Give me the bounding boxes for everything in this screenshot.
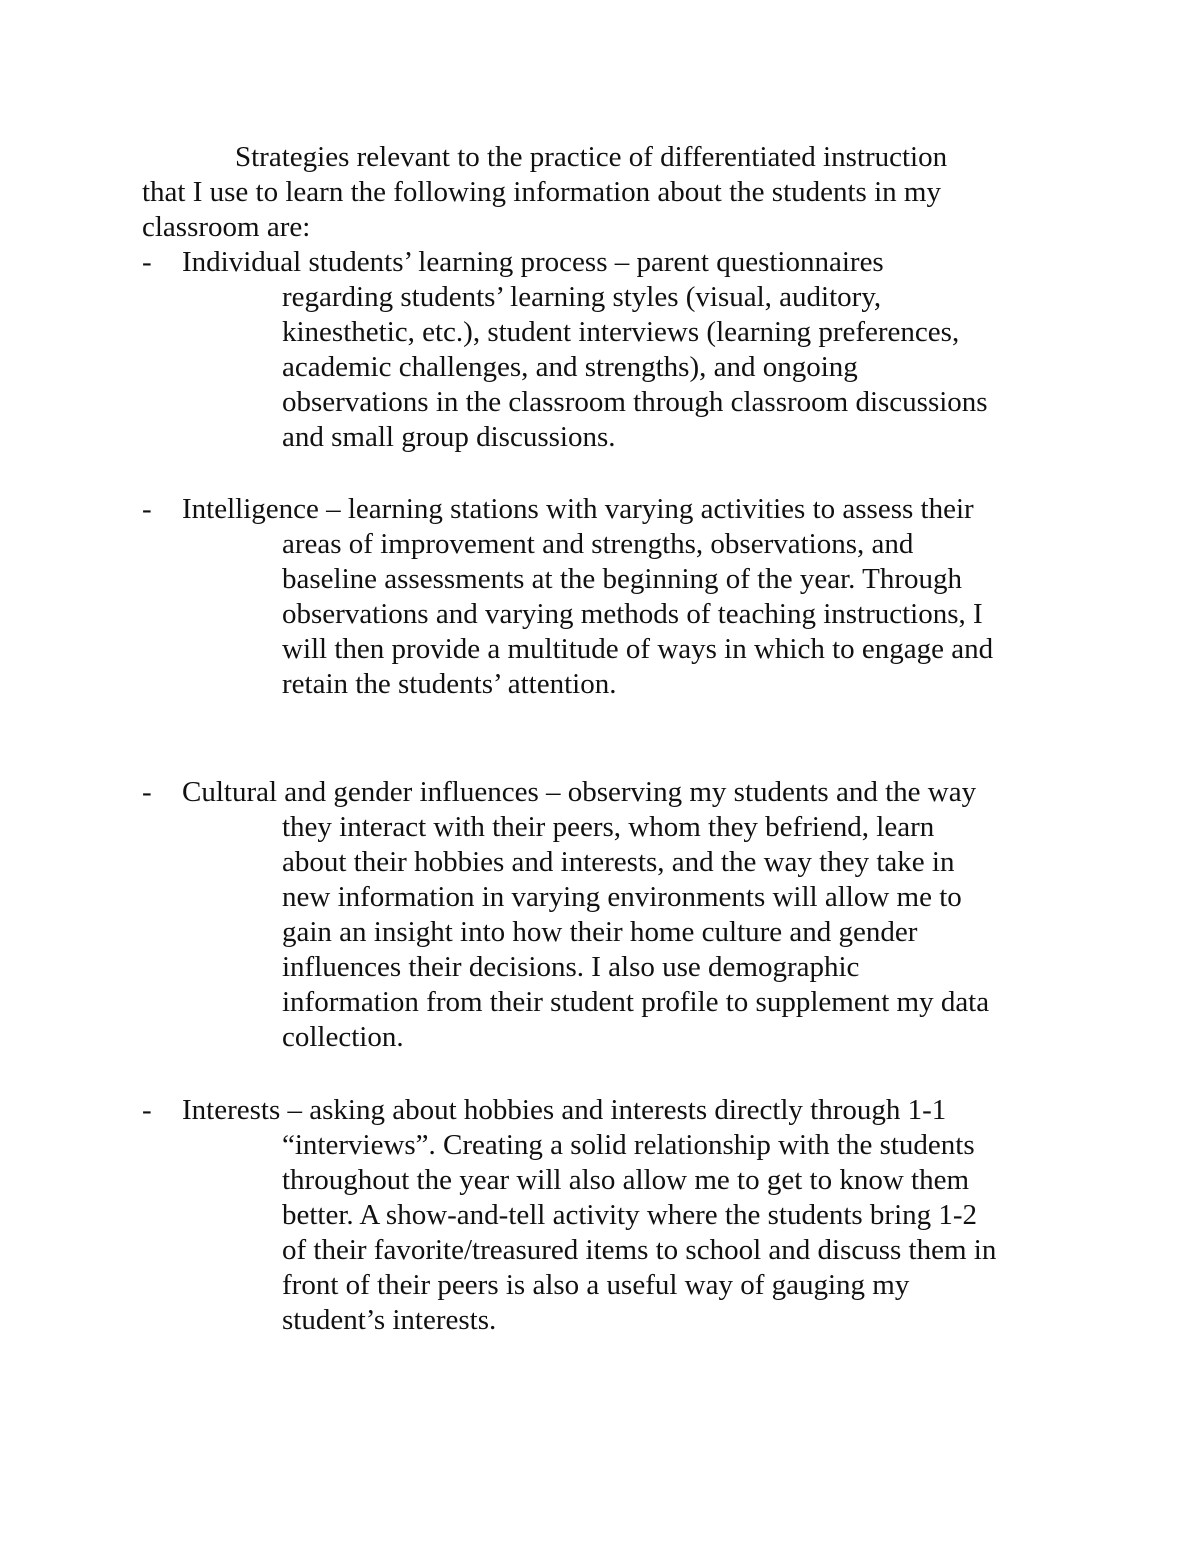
item-line: gain an insight into how their home culture and gender <box>282 916 918 948</box>
item-line: they interact with their peers, whom they befriend, learn <box>282 811 935 843</box>
item-line: observations in the classroom through classroom discussions <box>282 386 988 418</box>
item-line: information from their student profile to supplement my data <box>282 986 990 1018</box>
item-lead-text: Interests – asking about hobbies and interests directly through 1-1 <box>182 1094 947 1126</box>
item-line: areas of improvement and strengths, observations, and <box>282 528 914 560</box>
intro-paragraph <box>142 140 1042 245</box>
item-lead-text: Individual students’ learning process – parent questionnaires <box>182 246 884 278</box>
bullet-dash: - <box>142 1094 152 1126</box>
intro-line: classroom are: <box>142 211 311 243</box>
item-line: “interviews”. Creating a solid relationship with the students <box>282 1129 975 1161</box>
item-continuation <box>282 527 1072 702</box>
item-line: academic challenges, and strengths), and ongoing <box>282 351 858 383</box>
item-continuation <box>282 810 1072 1055</box>
bullet-dash: - <box>142 493 152 525</box>
item-lead-text: Intelligence – learning stations with varying activities to assess their <box>182 493 974 525</box>
item-continuation <box>282 1128 1072 1338</box>
intro-line: Strategies relevant to the practice of differentiated instruction <box>235 141 948 173</box>
item-line: about their hobbies and interests, and the way they take in <box>282 846 955 878</box>
item-line: retain the students’ attention. <box>282 668 617 700</box>
item-line: new information in varying environments will allow me to <box>282 881 962 913</box>
item-line: better. A show-and-tell activity where the students bring 1-2 <box>282 1199 978 1231</box>
bullet-dash: - <box>142 776 152 808</box>
item-line: kinesthetic, etc.), student interviews (learning preferences, <box>282 316 960 348</box>
item-line: will then provide a multitude of ways in which to engage and <box>282 633 994 665</box>
item-line: and small group discussions. <box>282 421 616 453</box>
item-line: throughout the year will also allow me to get to know them <box>282 1164 970 1196</box>
item-line: front of their peers is also a useful way of gauging my <box>282 1269 910 1301</box>
item-line: of their favorite/treasured items to school and discuss them in <box>282 1234 997 1266</box>
item-line: student’s interests. <box>282 1304 497 1336</box>
item-line: regarding students’ learning styles (visual, auditory, <box>282 281 882 313</box>
bullet-dash: - <box>142 246 152 278</box>
item-lead-text: Cultural and gender influences – observing my students and the way <box>182 776 977 808</box>
item-line: influences their decisions. I also use demographic <box>282 951 860 983</box>
item-line: observations and varying methods of teaching instructions, I <box>282 598 983 630</box>
item-continuation <box>282 280 1072 455</box>
intro-line: that I use to learn the following information about the students in my <box>142 176 941 208</box>
item-line: baseline assessments at the beginning of the year. Through <box>282 563 962 595</box>
item-line: collection. <box>282 1021 404 1053</box>
